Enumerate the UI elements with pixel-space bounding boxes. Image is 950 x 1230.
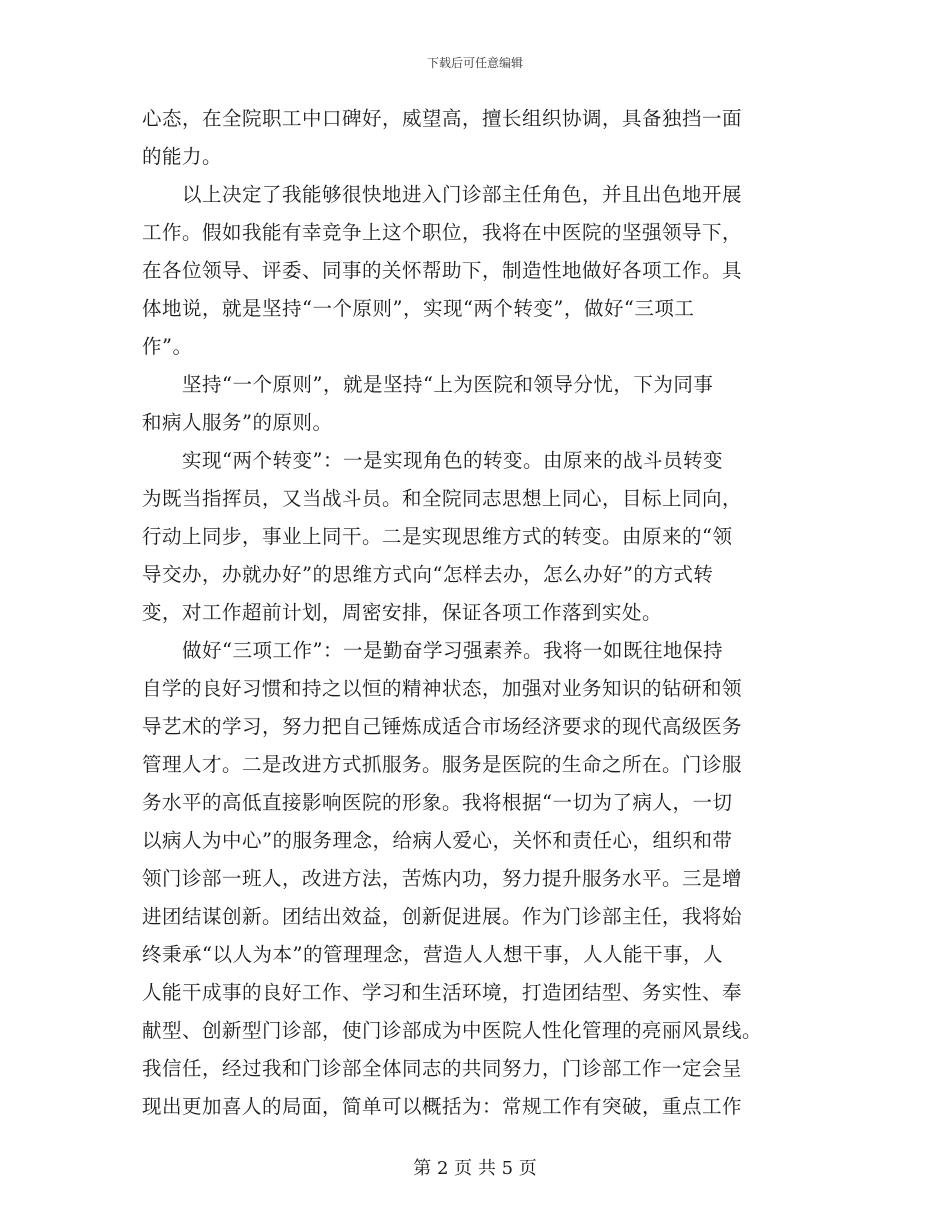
page-number: 第 2 页 共 5 页: [413, 1158, 537, 1179]
text-line: 做好“三项工作”：一是勤奋学习强素养。我将一如既往地保持: [142, 639, 723, 662]
text-line: 以上决定了我能够很快地进入门诊部主任角色，并且出色地开展: [142, 183, 743, 206]
text-line: 领门诊部一班人，改进方法，苦炼内功，努力提升服务水平。三是增: [142, 867, 743, 890]
text-line: 心态，在全院职工中口碑好，威望高，擅长组织协调，具备独挡一面: [142, 107, 743, 130]
text-line: 进团结谋创新。团结出效益，创新促进展。作为门诊部主任，我将始: [142, 905, 743, 928]
text-line: 体地说，就是坚持“一个原则”，实现“两个转变”，做好“三项工: [142, 297, 695, 320]
text-line: 以病人为中心”的服务理念，给病人爱心，关怀和责任心，组织和带: [142, 829, 733, 852]
text-line: 我信任，经过我和门诊部全体同志的共同努力，门诊部工作一定会呈: [142, 1057, 743, 1080]
text-line: 作”。: [142, 335, 193, 358]
text-line: 工作。假如我能有幸竞争上这个职位，我将在中医院的坚强领导下，: [142, 221, 743, 244]
document-body: [142, 100, 812, 1126]
text-line: 管理人才。二是改进方式抓服务。服务是医院的生命之所在。门诊服: [142, 753, 743, 776]
text-line: 行动上同步，事业上同干。二是实现思维方式的转变。由原来的“领: [142, 525, 733, 548]
text-line: 坚持“一个原则”，就是坚持“上为医院和领导分忧，下为同事: [142, 373, 714, 396]
text-line: 在各位领导、评委、同事的关怀帮助下，制造性地做好各项工作。具: [142, 259, 743, 282]
text-line: 导艺术的学习，努力把自己锤炼成适合市场经济要求的现代高级医务: [142, 715, 743, 738]
text-line: 献型、创新型门诊部，使门诊部成为中医院人性化管理的亮丽风景线。: [142, 1019, 763, 1042]
text-line: 人能干成事的良好工作、学习和生活环境，打造团结型、务实性、奉: [142, 981, 743, 1004]
text-line: 终秉承“以人为本”的管理理念，营造人人想干事，人人能干事，人: [142, 943, 723, 966]
text-line: 和病人服务”的原则。: [142, 411, 333, 434]
text-line: 为既当指挥员，又当战斗员。和全院同志思想上同心，目标上同向，: [142, 487, 743, 510]
text-line: 现出更加喜人的局面，简单可以概括为：常规工作有突破，重点工作: [142, 1095, 743, 1118]
text-line: 实现“两个转变”：一是实现角色的转变。由原来的战斗员转变: [142, 449, 723, 472]
text-line: 的能力。: [142, 145, 223, 168]
text-line: 导交办，办就办好”的思维方式向“怎样去办，怎么办好”的方式转: [142, 563, 714, 586]
page-header: 下载后可任意编辑: [426, 56, 523, 70]
text-line: 务水平的高低直接影响医院的形象。我将根据“一切为了病人，一切: [142, 791, 733, 814]
text-line: 自学的良好习惯和持之以恒的精神状态，加强对业务知识的钻研和领: [142, 677, 743, 700]
text-line: 变，对工作超前计划，周密安排，保证各项工作落到实处。: [142, 601, 663, 624]
